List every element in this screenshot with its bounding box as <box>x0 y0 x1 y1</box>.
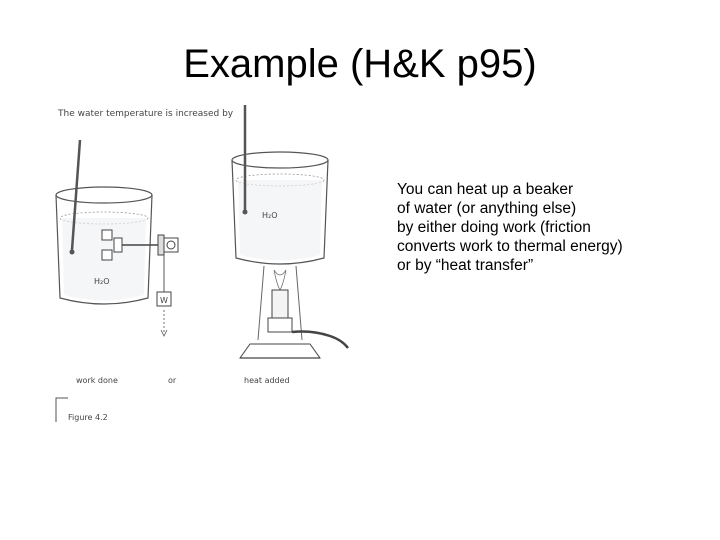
pulley <box>152 235 178 292</box>
label-or: or <box>168 376 177 385</box>
label-heat-added: heat added <box>244 376 290 385</box>
slide-body-text <box>397 180 697 275</box>
body-line: converts work to thermal energy) <box>397 238 623 255</box>
weight <box>157 292 171 336</box>
right-beaker-label: H₂O <box>262 211 278 220</box>
weight-label: W <box>160 296 168 305</box>
figure-caption-top: The water temperature is increased by <box>58 109 234 119</box>
right-beaker <box>232 152 328 264</box>
figure-number: Figure 4.2 <box>68 413 108 422</box>
body-line: by either doing work (friction <box>397 219 591 236</box>
heating-diagram <box>50 100 360 430</box>
body-line: You can heat up a beaker <box>397 181 574 198</box>
slide-title: Example (H&K p95) <box>183 42 537 86</box>
body-line: of water (or anything else) <box>397 200 577 217</box>
body-line: or by “heat transfer” <box>397 257 534 274</box>
left-beaker-label: H₂O <box>94 277 110 286</box>
bunsen-burner <box>240 270 348 358</box>
label-work-done: work done <box>76 376 118 385</box>
